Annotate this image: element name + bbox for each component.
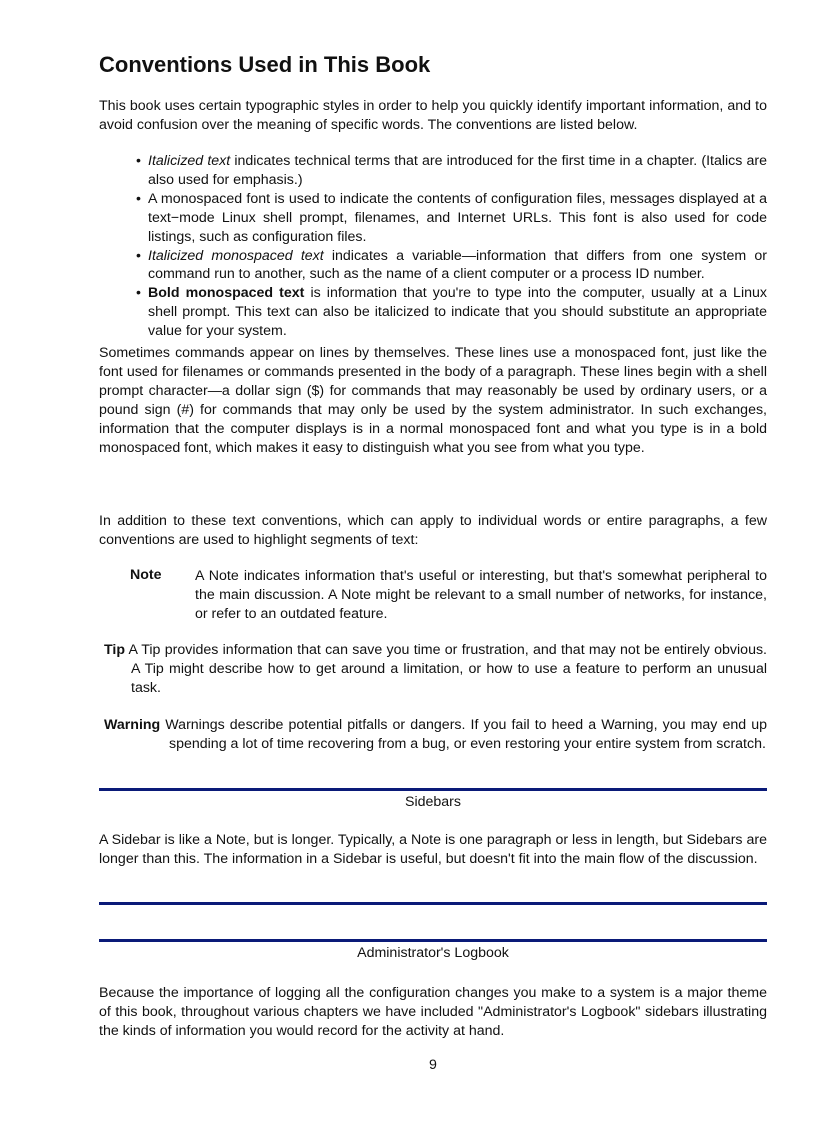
note-label: Note — [130, 567, 162, 583]
sidebar-text: A Sidebar is like a Note, but is longer. Typically, a Note is one paragraph or less in length, but Sidebars are longer than this. The information in a Sidebar is useful, but doesn't fit into the main flow of the discussion. — [99, 832, 767, 867]
tip-text: A Tip provides information that can save you time or frustration, and that may not be entirely obvious. A Tip might describe how to get around a limitation, or how to use a feature to perform an unusual task. — [125, 642, 767, 696]
logbook-text: Because the importance of logging all the configuration changes you make to a system is a major theme of this book, throughout various chapters we have included "Administrator's Logbook" sidebars illustrating the kinds of information you would record for the activity at hand. — [99, 985, 767, 1039]
highlights-paragraph: In addition to these text conventions, which can apply to individual words or entire paragraphs, a few conventions are used to highlight segments of text: — [99, 513, 767, 548]
page-number: 9 — [429, 1057, 437, 1073]
tip-label: Tip — [104, 642, 126, 658]
list-item: • Bold monospaced text is information that you're to type into the computer, usually at a Linux shell prompt. This text can also be italicized to indicate that you should substitute an appropriate value for your system. — [136, 284, 767, 341]
italic-mono-term: Italicized monospaced text — [148, 247, 324, 264]
italic-term: Italicized text — [148, 153, 231, 169]
note-block — [130, 567, 767, 624]
sidebar-title: Sidebars — [405, 794, 461, 810]
logbook-title: Administrator's Logbook — [357, 945, 509, 961]
list-item: • A monospaced font is used to indicate the contents of configuration files, messages displayed at a text−mode Linux shell prompt, filenames, and Internet URLs. This font is also used for code listings, such as configuration files. — [136, 190, 767, 247]
bold-mono-term: Bold monospaced text — [148, 285, 305, 302]
conventions-list — [136, 152, 767, 341]
page-title: Conventions Used in This Book — [99, 52, 431, 77]
commands-paragraph: Sometimes commands appear on lines by themselves. These lines use a monospaced font, just like the font used for filenames or commands presented in the body of a paragraph. These lines begin with a shell prompt character—a dollar sign ($) for commands that may reasonably be used by ordinary users, or a pound sign (#) for commands that may only be used by the system administrator. In such exchanges, information that the computer displays is in a normal monospaced font and what you type is in a bold monospaced font, which makes it easy to distinguish what you see from what you type. — [99, 345, 767, 456]
list-item: • Italicized text indicates technical terms that are introduced for the first time in a chapter. (Italics are also used for emphasis.) — [136, 152, 767, 190]
sidebar-rule — [99, 788, 767, 791]
intro-paragraph: This book uses certain typographic styles in order to help you quickly identify important information, and to avoid confusion over the meaning of specific words. The conventions are listed below. — [99, 98, 767, 133]
note-text: A Note indicates information that's useful or interesting, but that's somewhat peripheral to the main discussion. A Note might be relevant to a small number of networks, for instance, or refer to an outdated feature. — [195, 568, 767, 622]
warning-label: Warning — [104, 717, 161, 733]
tip-block — [104, 641, 767, 698]
warning-text: Warnings describe potential pitfalls or dangers. If you fail to heed a Warning, you may end up spending a lot of time recovering from a bug, or even restoring your entire system from scratch. — [160, 717, 767, 752]
mono-term: A monospaced font — [148, 190, 271, 207]
list-item: • Italicized monospaced text indicates a variable—information that differs from one system or command run to another, such as the name of a client computer or a process ID number. — [136, 247, 767, 285]
logbook-rule — [99, 939, 767, 942]
warning-block — [104, 716, 767, 754]
sidebar-rule — [99, 902, 767, 905]
